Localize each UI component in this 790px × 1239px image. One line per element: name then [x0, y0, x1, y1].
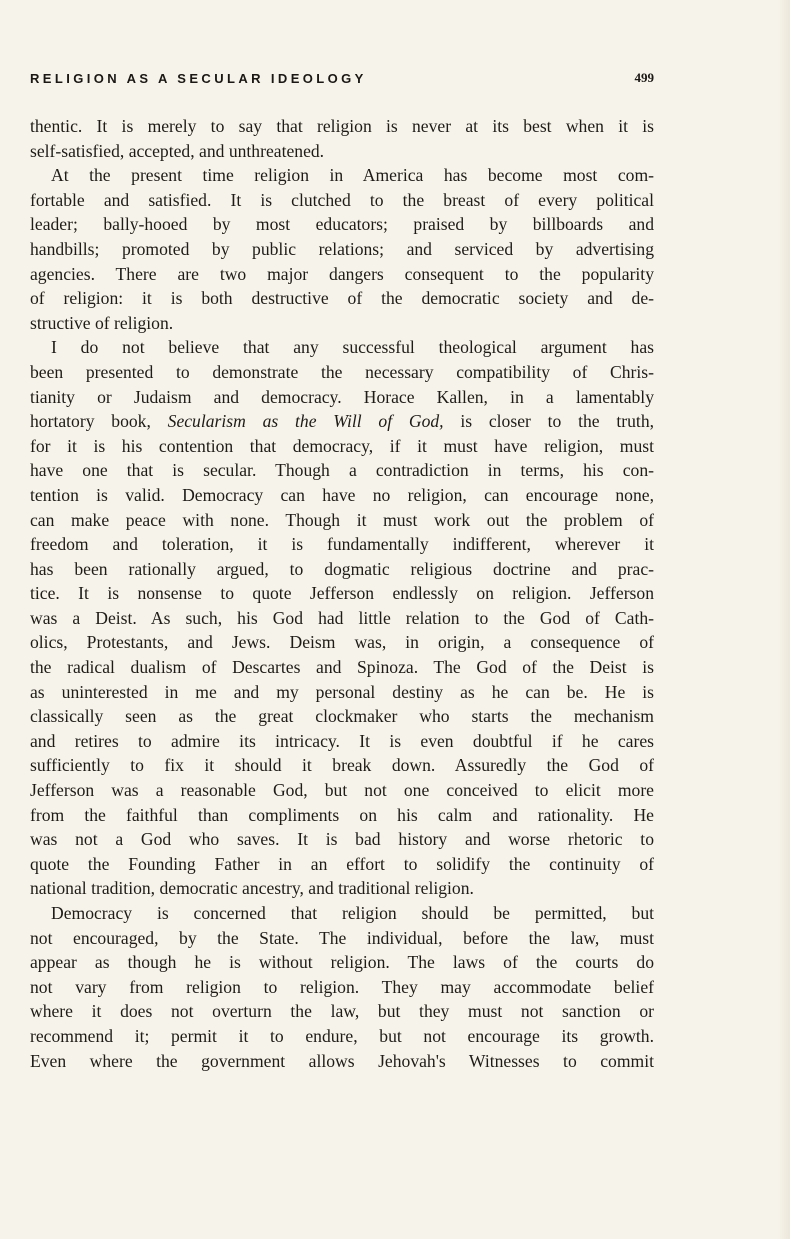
text-line: as uninterested in me and my personal destiny as he can be. He is	[30, 681, 654, 702]
text-line: sufficiently to fix it should it break down. Assuredly the God of	[30, 755, 654, 776]
text-line: where it does not overturn the law, but they must not sanction or	[30, 1001, 654, 1022]
text-line: leader; bally-hooed by most educators; praised by billboards and	[30, 214, 654, 235]
text-line: can make peace with none. Though it must work out the problem of	[30, 509, 654, 530]
text-line: has been rationally argued, to dogmatic religious doctrine and prac-	[30, 558, 654, 579]
book-title: Secularism as the Will of God,	[167, 411, 444, 432]
text-line: Even where the government allows Jehovah's Witnesses to commit	[30, 1050, 654, 1071]
text-fragment: hortatory book,	[30, 411, 168, 432]
text-line: agencies. There are two major dangers consequent to the popularity	[30, 263, 654, 284]
text-line: thentic. It is merely to say that religion is never at its best when it is	[30, 116, 654, 136]
running-title: RELIGION AS A SECULAR IDEOLOGY	[30, 70, 367, 86]
text-line: national tradition, democratic ancestry, and traditional religion.	[30, 878, 474, 899]
page-edge	[778, 0, 790, 1239]
text-line: the radical dualism of Descartes and Spinoza. The God of the Deist is	[30, 657, 654, 678]
running-head	[30, 66, 654, 90]
text-line: not encouraged, by the State. The individual, before the law, must	[30, 927, 654, 948]
text-fragment: is closer to the truth,	[443, 411, 655, 432]
text-line: freedom and toleration, it is fundamentally indifferent, wherever it	[30, 534, 654, 555]
text-line: quote the Founding Father in an effort to solidify the continuity of	[30, 853, 654, 874]
text-line: appear as though he is without religion. The laws of the courts do	[30, 952, 654, 973]
text-line: Jefferson was a reasonable God, but not one conceived to elicit more	[30, 780, 654, 801]
text-line: of religion: it is both destructive of the democratic society and de-	[30, 288, 654, 309]
text-line: tice. It is nonsense to quote Jefferson endlessly on religion. Jefferson	[30, 583, 654, 604]
text-line: not vary from religion to religion. They may accommodate belief	[30, 976, 654, 997]
text-line: structive of religion.	[30, 312, 174, 333]
text-line: olics, Protestants, and Jews. Deism was, in origin, a consequence of	[30, 632, 654, 653]
text-line: was not a God who saves. It is bad history and worse rhetoric to	[30, 829, 654, 850]
text-line: have one that is secular. Though a contradiction in terms, his con-	[30, 460, 654, 481]
text-line: At the present time religion in America has become most com-	[51, 165, 654, 186]
text-line: tention is valid. Democracy can have no religion, can encourage none,	[30, 484, 654, 505]
page-number: 499	[634, 70, 654, 85]
text-line: was a Deist. As such, his God had little relation to the God of Cath-	[30, 607, 654, 628]
text-line: I do not believe that any successful theological argument has	[51, 337, 654, 358]
text-line: recommend it; permit it to endure, but not encourage its growth.	[30, 1025, 654, 1046]
text-line: from the faithful than compliments on his calm and rationality. He	[30, 804, 654, 825]
text-line: been presented to demonstrate the necessary compatibility of Chris-	[30, 361, 654, 382]
text-line: handbills; promoted by public relations; and serviced by advertising	[30, 238, 654, 259]
text-line-with-title	[30, 409, 654, 434]
text-line: fortable and satisfied. It is clutched to the breast of every political	[30, 189, 654, 210]
text-line: for it is his contention that democracy, if it must have religion, must	[30, 435, 654, 456]
body-text	[30, 114, 654, 1073]
text-line: classically seen as the great clockmaker who starts the mechanism	[30, 706, 654, 727]
text-line: and retires to admire its intricacy. It is even doubtful if he cares	[30, 730, 654, 751]
text-line: Democracy is concerned that religion should be permitted, but	[51, 903, 654, 923]
text-line: tianity or Judaism and democracy. Horace Kallen, in a lamentably	[30, 386, 654, 407]
text-line: self-satisfied, accepted, and unthreatened.	[30, 140, 325, 161]
